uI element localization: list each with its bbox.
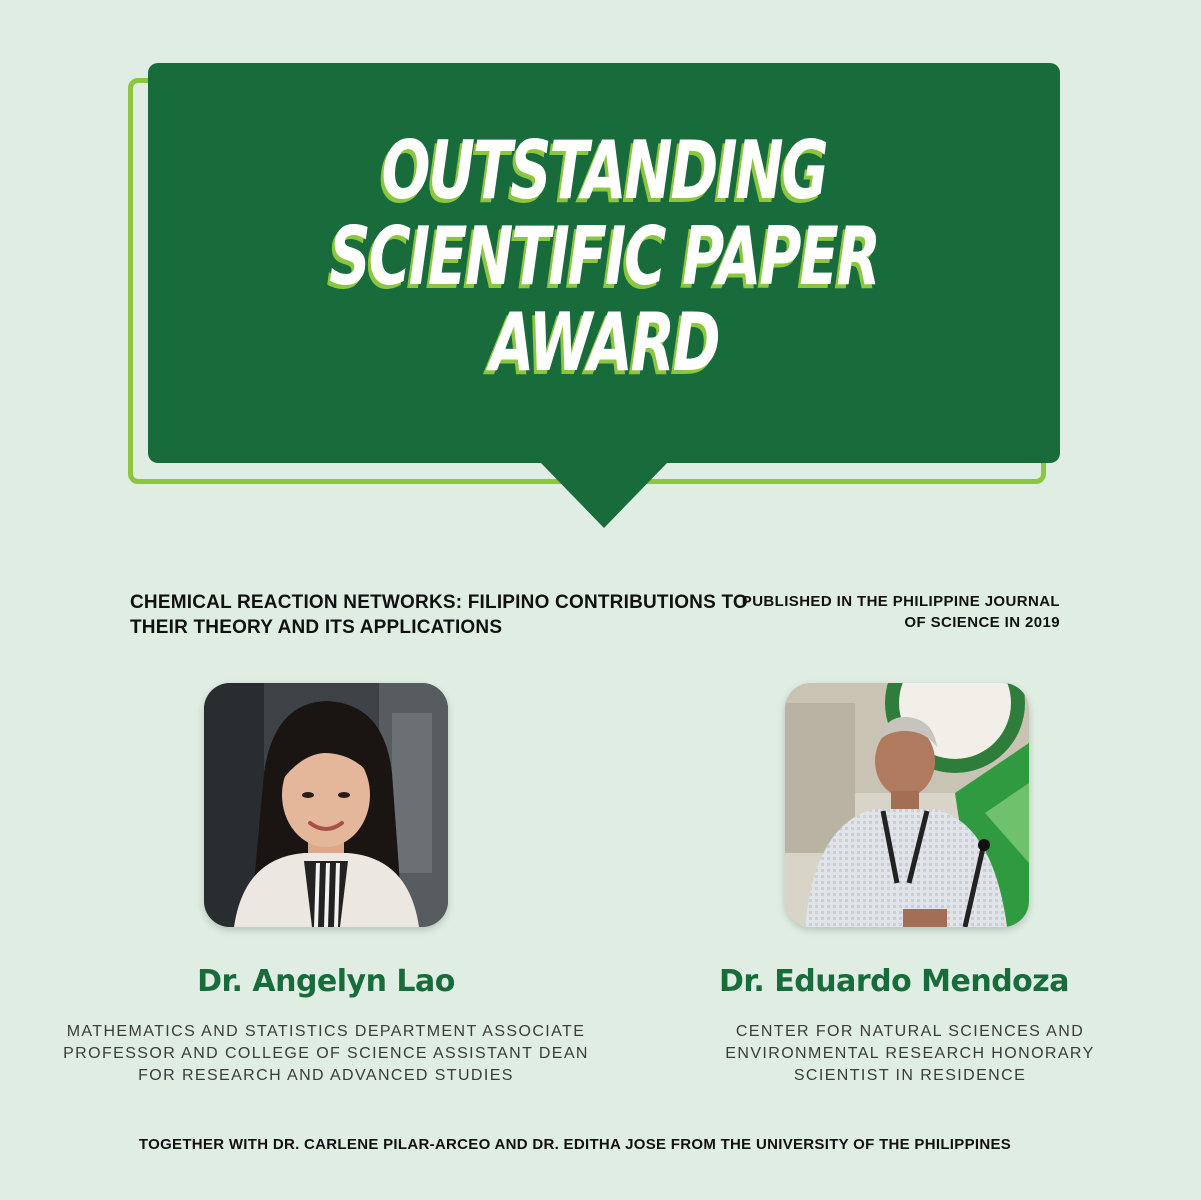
awardee-role-lao: MATHEMATICS AND STATISTICS DEPARTMENT ASSOCIATE PROFESSOR AND COLLEGE OF SCIENCE ASSISTANT DEAN FOR RESEARCH AND ADVANCED STUDIES [63, 1023, 589, 1084]
headline-line-3: AWARD [489, 296, 719, 389]
award-headline [276, 124, 933, 389]
paper-title: CHEMICAL REACTION NETWORKS: FILIPINO CONTRIBUTIONS TO THEIR THEORY AND ITS APPLICATIONS [130, 592, 748, 638]
banner-bubble-tail [540, 462, 668, 528]
co-authors-note: TOGETHER WITH DR. CARLENE PILAR-ARCEO AND DR. EDITHA JOSE FROM THE UNIVERSITY OF THE PHILIPPINES [138, 1136, 1012, 1153]
awardee-name-lao: Dr. Angelyn Lao [197, 964, 455, 999]
headline-line-1: OUTSTANDING [381, 124, 827, 217]
awardee-photo-lao [204, 683, 448, 927]
awardee-name-mendoza: Dr. Eduardo Mendoza [718, 964, 1069, 999]
awardee-role-mendoza: CENTER FOR NATURAL SCIENCES AND ENVIRONMENTAL RESEARCH HONORARY SCIENTIST IN RESIDENCE [725, 1023, 1095, 1084]
publication-note: PUBLISHED IN THE PHILIPPINE JOURNAL OF SCIENCE IN 2019 [741, 593, 1060, 631]
headline-line-2: SCIENTIFIC PAPER [329, 210, 879, 303]
awardee-photo-mendoza [785, 683, 1029, 927]
